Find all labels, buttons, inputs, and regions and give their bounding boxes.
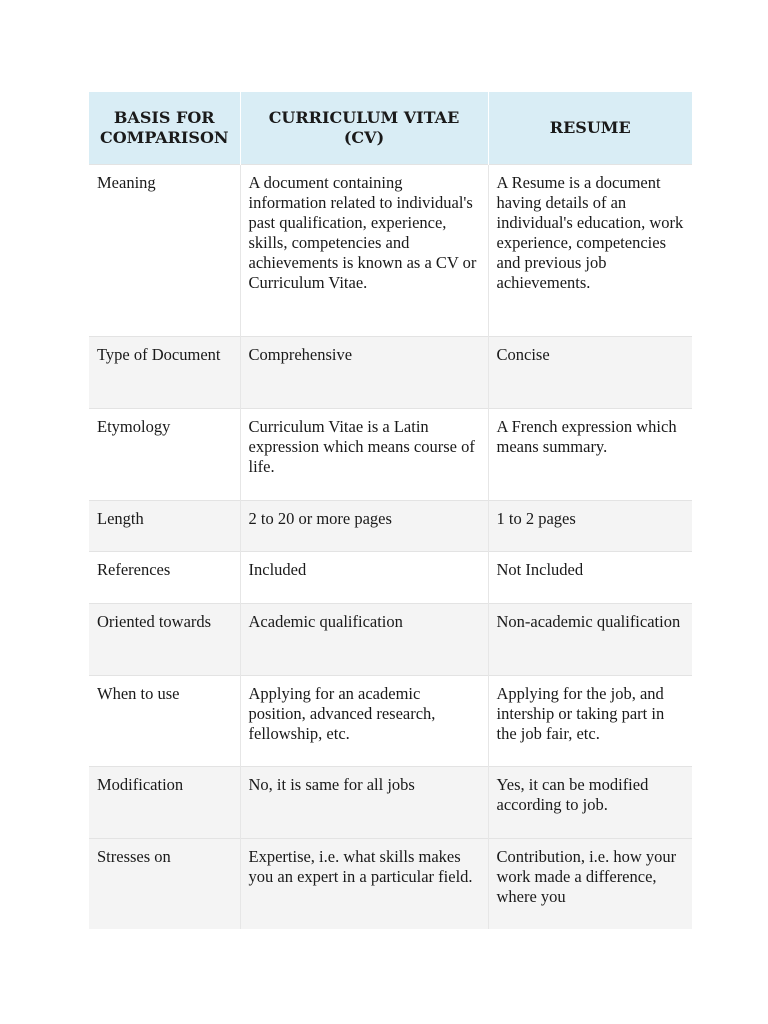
row-basis: References bbox=[89, 551, 240, 603]
comparison-table bbox=[89, 92, 692, 929]
row-cv: A document containing information related to individual's past qualification, experience, skills, competencies and achievements is known as a CV or Curriculum Vitae. bbox=[240, 164, 488, 336]
row-resume: Contribution, i.e. how your work made a difference, where you bbox=[488, 838, 692, 929]
row-resume: A French expression which means summary. bbox=[488, 408, 692, 500]
header-row bbox=[89, 92, 692, 164]
row-basis: Oriented towards bbox=[89, 603, 240, 675]
row-resume: 1 to 2 pages bbox=[488, 500, 692, 551]
row-basis: Modification bbox=[89, 766, 240, 838]
header-basis-for-comparison: BASIS FOR COMPARISON bbox=[89, 92, 240, 164]
row-cv: Included bbox=[240, 551, 488, 603]
table-row bbox=[89, 603, 692, 675]
table-row bbox=[89, 838, 692, 929]
table-row bbox=[89, 164, 692, 336]
table-row bbox=[89, 336, 692, 408]
row-cv: Comprehensive bbox=[240, 336, 488, 408]
row-basis: Meaning bbox=[89, 164, 240, 336]
row-resume: Applying for the job, and intership or taking part in the job fair, etc. bbox=[488, 675, 692, 766]
table-row bbox=[89, 408, 692, 500]
table-body bbox=[89, 164, 692, 929]
row-basis: When to use bbox=[89, 675, 240, 766]
row-resume: Non-academic qualification bbox=[488, 603, 692, 675]
row-basis: Type of Document bbox=[89, 336, 240, 408]
row-basis: Stresses on bbox=[89, 838, 240, 929]
row-resume: Concise bbox=[488, 336, 692, 408]
table-row bbox=[89, 500, 692, 551]
row-basis: Length bbox=[89, 500, 240, 551]
row-resume: Yes, it can be modified according to job. bbox=[488, 766, 692, 838]
row-cv: Academic qualification bbox=[240, 603, 488, 675]
table-header bbox=[89, 92, 692, 164]
header-resume: RESUME bbox=[488, 92, 692, 164]
table-row bbox=[89, 551, 692, 603]
row-cv: Expertise, i.e. what skills makes you an expert in a particular field. bbox=[240, 838, 488, 929]
row-cv: Curriculum Vitae is a Latin expression which means course of life. bbox=[240, 408, 488, 500]
row-cv: 2 to 20 or more pages bbox=[240, 500, 488, 551]
row-basis: Etymology bbox=[89, 408, 240, 500]
header-curriculum-vitae: CURRICULUM VITAE (CV) bbox=[240, 92, 488, 164]
table-row bbox=[89, 675, 692, 766]
row-resume: A Resume is a document having details of an individual's education, work experience, competencies and previous job achievements. bbox=[488, 164, 692, 336]
row-resume: Not Included bbox=[488, 551, 692, 603]
row-cv: No, it is same for all jobs bbox=[240, 766, 488, 838]
row-cv: Applying for an academic position, advanced research, fellowship, etc. bbox=[240, 675, 488, 766]
table-row bbox=[89, 766, 692, 838]
